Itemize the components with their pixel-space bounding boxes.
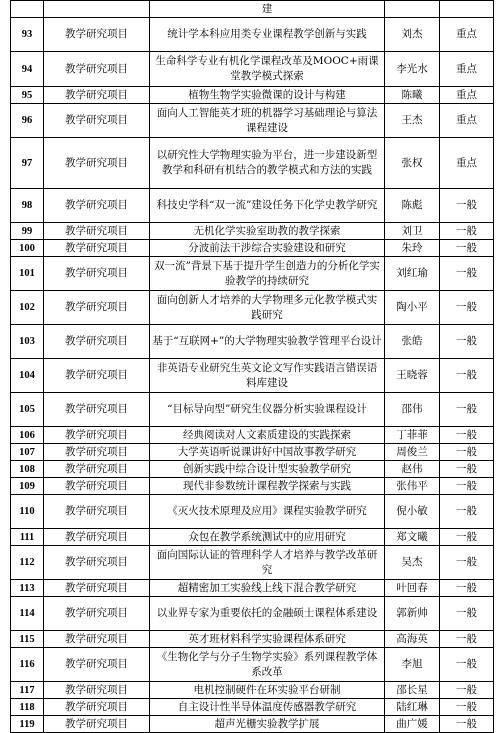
cell-type: 教学研究项目: [44, 104, 150, 138]
cell-person: 陆红琳: [385, 699, 440, 716]
table-row: [11, 325, 494, 359]
cell-type: 教学研究项目: [44, 393, 150, 427]
cell-num: 113: [11, 580, 44, 597]
cell-type: 教学研究项目: [44, 138, 150, 189]
cell-num: 94: [11, 52, 44, 87]
cell-person: 邵伟: [385, 393, 440, 427]
table-row: [11, 291, 494, 325]
cell-type: 教学研究项目: [44, 631, 150, 648]
cell-level: 一般: [440, 546, 494, 580]
cell-level: 一般: [440, 529, 494, 546]
cell-person: 张权: [385, 138, 440, 189]
cell-person: 陈曦: [385, 87, 440, 104]
cell-level: 重点: [440, 52, 494, 87]
cell-person: 王晓蓉: [385, 359, 440, 393]
cell-type: 教学研究项目: [44, 461, 150, 478]
table-row: [11, 393, 494, 427]
cell-type: 教学研究项目: [44, 648, 150, 682]
cell-person: 周俊兰: [385, 444, 440, 461]
cell-title: 生命科学专业有机化学课程改革及MOOC+雨课堂教学模式探索: [150, 52, 385, 87]
cell-type: 教学研究项目: [44, 444, 150, 461]
cell-level: 一般: [440, 716, 494, 733]
cell-type: 教学研究项目: [44, 597, 150, 631]
cell-person: 邵长星: [385, 682, 440, 699]
cell-person: 赵伟: [385, 461, 440, 478]
table-row: [11, 104, 494, 138]
cell-num: 118: [11, 699, 44, 716]
cell-type: 教学研究项目: [44, 325, 150, 359]
cell-person: [385, 1, 440, 18]
cell-level: 一般: [440, 682, 494, 699]
cell-title: 面向创新人才培养的大学物理多元化教学模式实践研究: [150, 291, 385, 325]
cell-level: 一般: [440, 393, 494, 427]
cell-title: 《灭火技术原理及应用》课程实验教学研究: [150, 495, 385, 529]
cell-level: 一般: [440, 495, 494, 529]
cell-num: 114: [11, 597, 44, 631]
table-row: [11, 240, 494, 257]
cell-num: 100: [11, 240, 44, 257]
cell-title: 自主设计性半导体温度传感器教学研究: [150, 699, 385, 716]
cell-person: 吴杰: [385, 546, 440, 580]
cell-num: 109: [11, 478, 44, 495]
cell-num: 108: [11, 461, 44, 478]
cell-num: 106: [11, 427, 44, 444]
table-row: [11, 461, 494, 478]
cell-num: 116: [11, 648, 44, 682]
cell-title: 双一流”背景下基于提升学生创造力的分析化学实验教学的持续研究: [150, 257, 385, 291]
cell-level: [440, 1, 494, 18]
cell-person: 刘杰: [385, 18, 440, 52]
cell-person: 刘卫: [385, 223, 440, 240]
table-row: [11, 631, 494, 648]
cell-level: 一般: [440, 223, 494, 240]
cell-title: 众包在教学系统测试中的应用研究: [150, 529, 385, 546]
cell-num: 97: [11, 138, 44, 189]
cell-num: [11, 1, 44, 18]
cell-type: 教学研究项目: [44, 716, 150, 733]
project-table: [10, 0, 494, 733]
cell-title: 《生物化学与分子生物学实验》系列课程教学体系改革: [150, 648, 385, 682]
cell-title: 植物生物学实验微课的设计与构建: [150, 87, 385, 104]
cell-level: 一般: [440, 257, 494, 291]
table-row: [11, 359, 494, 393]
cell-level: 一般: [440, 648, 494, 682]
cell-title: 建: [150, 1, 385, 18]
cell-person: 郭新帅: [385, 597, 440, 631]
cell-num: 99: [11, 223, 44, 240]
cell-type: 教学研究项目: [44, 682, 150, 699]
cell-level: 一般: [440, 478, 494, 495]
cell-person: 曲广媛: [385, 716, 440, 733]
cell-type: 教学研究项目: [44, 223, 150, 240]
cell-level: 一般: [440, 325, 494, 359]
table-row: [11, 444, 494, 461]
table-row: [11, 138, 494, 189]
table-row: [11, 597, 494, 631]
cell-type: 教学研究项目: [44, 359, 150, 393]
cell-level: 一般: [440, 189, 494, 223]
cell-level: 一般: [440, 580, 494, 597]
cell-title: 分波前法干涉综合实验建设和研究: [150, 240, 385, 257]
cell-title: 无机化学实验室助教的教学探索: [150, 223, 385, 240]
table-row: [11, 580, 494, 597]
cell-person: 倪小敏: [385, 495, 440, 529]
cell-title: 电机控制硬件在环实验平台研制: [150, 682, 385, 699]
table-row: [11, 699, 494, 716]
table-row: [11, 716, 494, 733]
cell-num: 119: [11, 716, 44, 733]
cell-type: 教学研究项目: [44, 52, 150, 87]
cell-num: 117: [11, 682, 44, 699]
cell-title: 科技史学科“双一流”建设任务下化学史教学研究: [150, 189, 385, 223]
cell-level: 重点: [440, 87, 494, 104]
cell-level: 一般: [440, 359, 494, 393]
cell-num: 103: [11, 325, 44, 359]
cell-num: 96: [11, 104, 44, 138]
cell-level: 一般: [440, 291, 494, 325]
cell-person: 李光水: [385, 52, 440, 87]
cell-level: 一般: [440, 631, 494, 648]
cell-person: 刘红瑜: [385, 257, 440, 291]
cell-person: 叶回春: [385, 580, 440, 597]
cell-level: 一般: [440, 699, 494, 716]
cell-person: 高海英: [385, 631, 440, 648]
cell-num: 104: [11, 359, 44, 393]
cell-type: 教学研究项目: [44, 580, 150, 597]
table-row: [11, 223, 494, 240]
table-row: [11, 546, 494, 580]
cell-level: 重点: [440, 104, 494, 138]
cell-title: 以业界专家为重要依托的金融硕士课程体系建设: [150, 597, 385, 631]
table-row: [11, 495, 494, 529]
cell-title: 面向国际认证的管理科学人才培养与教学改革研究: [150, 546, 385, 580]
cell-title: 统计学本科应用类专业课程教学创新与实践: [150, 18, 385, 52]
cell-type: 教学研究项目: [44, 495, 150, 529]
cell-person: 王杰: [385, 104, 440, 138]
cell-person: 张伟平: [385, 478, 440, 495]
cell-type: 教学研究项目: [44, 257, 150, 291]
cell-title: 以研究性大学物理实验为平台，进一步建设新型教学和科研有机结合的教学模式和方法的实践: [150, 138, 385, 189]
table-row: [11, 648, 494, 682]
cell-level: 重点: [440, 138, 494, 189]
cell-title: 现代非参数统计课程教学探索与实践: [150, 478, 385, 495]
table-row: [11, 529, 494, 546]
cell-num: 112: [11, 546, 44, 580]
cell-num: 101: [11, 257, 44, 291]
cell-type: 教学研究项目: [44, 427, 150, 444]
cell-person: 陈彪: [385, 189, 440, 223]
cell-num: 98: [11, 189, 44, 223]
project-table-body: [11, 1, 494, 733]
cell-person: 朱玲: [385, 240, 440, 257]
cell-title: 英才班材料科学实验课程体系研究: [150, 631, 385, 648]
cell-num: 107: [11, 444, 44, 461]
cell-num: 105: [11, 393, 44, 427]
cell-type: 教学研究项目: [44, 529, 150, 546]
cell-level: 一般: [440, 444, 494, 461]
table-row: [11, 478, 494, 495]
cell-num: 111: [11, 529, 44, 546]
cell-type: 教学研究项目: [44, 546, 150, 580]
cell-title: 经典阅读对人文素质建设的实践探索: [150, 427, 385, 444]
table-row: [11, 18, 494, 52]
cell-title: 非英语专业研究生英文论文写作实践语言错误语料库建设: [150, 359, 385, 393]
cell-title: 基于“互联网+”的大学物理实验教学管理平台设计: [150, 325, 385, 359]
cell-level: 一般: [440, 427, 494, 444]
cell-person: 张皓: [385, 325, 440, 359]
cell-title: 超精密加工实验线上线下混合教学研究: [150, 580, 385, 597]
cell-type: 教学研究项目: [44, 240, 150, 257]
cell-title: 超声光栅实验教学扩展: [150, 716, 385, 733]
table-row: [11, 427, 494, 444]
table-row: [11, 682, 494, 699]
cell-level: 一般: [440, 461, 494, 478]
table-row: [11, 189, 494, 223]
table-row: [11, 52, 494, 87]
cell-num: 115: [11, 631, 44, 648]
cell-title: 大学英语听说课讲好中国故事教学研究: [150, 444, 385, 461]
cell-person: 陶小平: [385, 291, 440, 325]
cell-num: 102: [11, 291, 44, 325]
cell-title: “目标导向型”研究生仪器分析实验课程设计: [150, 393, 385, 427]
table-row: [11, 87, 494, 104]
table-row-continued: [11, 1, 494, 18]
cell-level: 一般: [440, 240, 494, 257]
cell-type: 教学研究项目: [44, 18, 150, 52]
cell-type: 教学研究项目: [44, 189, 150, 223]
cell-level: 重点: [440, 18, 494, 52]
cell-person: 丁菲菲: [385, 427, 440, 444]
cell-type: 教学研究项目: [44, 699, 150, 716]
cell-person: 郑文曦: [385, 529, 440, 546]
cell-num: 93: [11, 18, 44, 52]
cell-type: 教学研究项目: [44, 291, 150, 325]
cell-num: 110: [11, 495, 44, 529]
cell-title: 面向人工智能英才班的机器学习基础理论与算法课程建设: [150, 104, 385, 138]
cell-person: 李旭: [385, 648, 440, 682]
cell-level: 一般: [440, 597, 494, 631]
table-row: [11, 257, 494, 291]
cell-num: 95: [11, 87, 44, 104]
cell-type: 教学研究项目: [44, 478, 150, 495]
cell-title: 创新实践中综合设计型实验教学研究: [150, 461, 385, 478]
cell-type: 教学研究项目: [44, 87, 150, 104]
cell-type: [44, 1, 150, 18]
